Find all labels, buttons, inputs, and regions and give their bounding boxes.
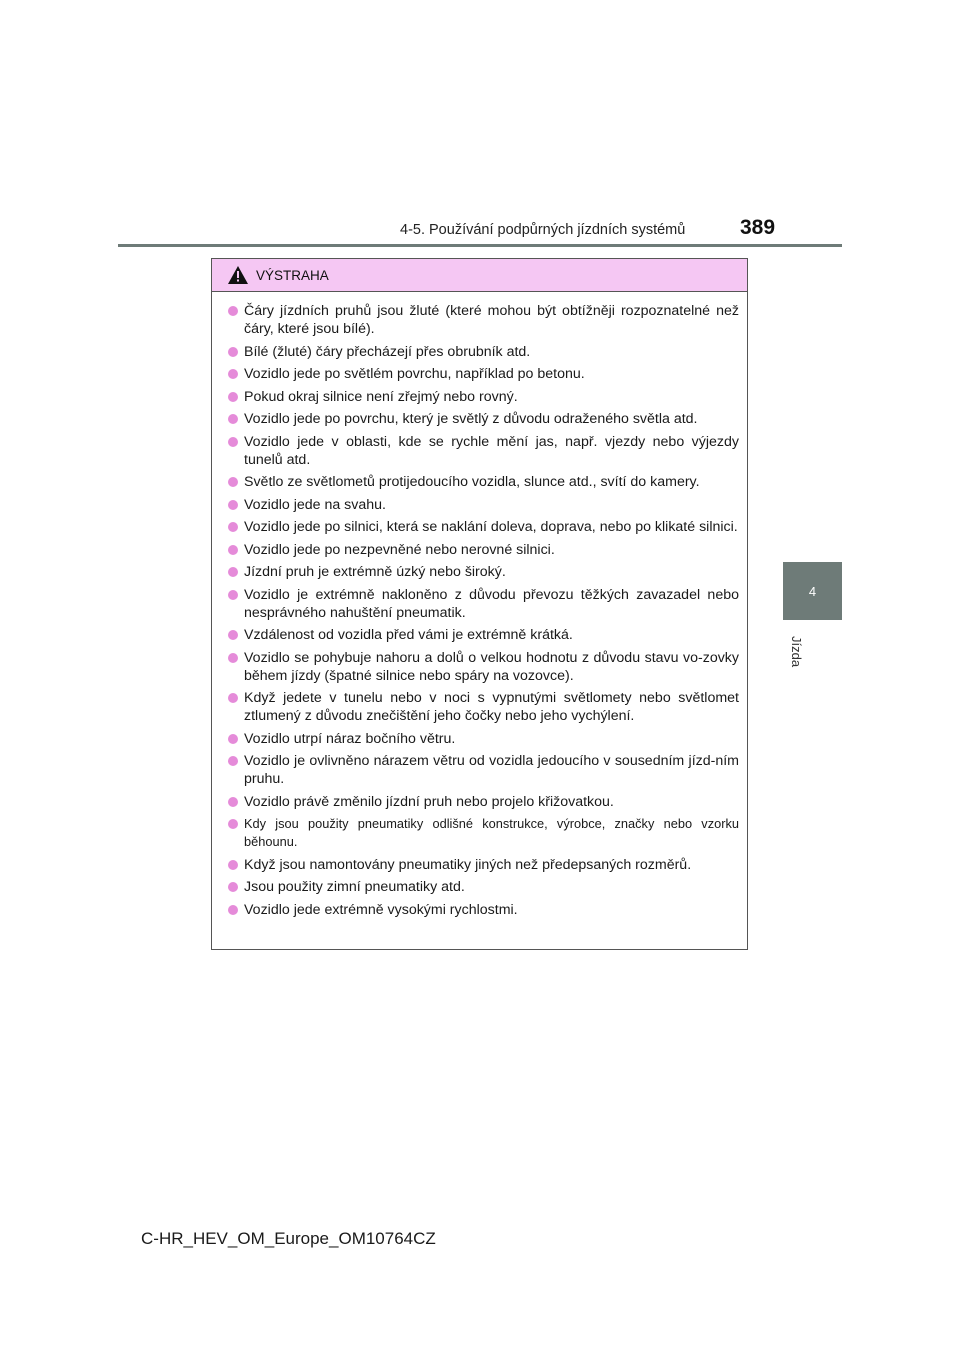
warning-item-text: Světlo ze světlometů protijedoucího vozidla, slunce atd., svítí do kamery. bbox=[244, 474, 700, 490]
warning-item-text: Vozidlo je extrémně nakloněno z důvodu převozu těžkých zavazadel nebo nesprávného nahuštění pneumatik. bbox=[244, 586, 739, 621]
bullet-icon bbox=[228, 734, 238, 744]
warning-item bbox=[228, 649, 739, 685]
section-title: 4-5. Používání podpůrných jízdních systémů bbox=[400, 222, 686, 238]
warning-item-text: Vzdálenost od vozidla před vámi je extrémně krátká. bbox=[244, 627, 573, 643]
bullet-icon bbox=[228, 522, 238, 532]
warning-item-text: Vozidlo jede v oblasti, kde se rychle mění jas, např. vjezdy nebo výjezdy tunelů atd. bbox=[244, 433, 739, 468]
warning-item bbox=[228, 518, 739, 536]
warning-item-text: Jízdní pruh je extrémně úzký nebo široký. bbox=[244, 564, 506, 580]
header-divider bbox=[118, 244, 842, 247]
warning-item bbox=[228, 563, 739, 581]
warning-item-text: Bílé (žluté) čáry přecházejí přes obrubník atd. bbox=[244, 343, 531, 360]
chapter-label-text: Jízda bbox=[789, 636, 804, 668]
warning-item-text: Vozidlo utrpí náraz bočního větru. bbox=[244, 730, 456, 747]
bullet-icon bbox=[228, 905, 238, 915]
chapter-number: 4 bbox=[808, 583, 817, 599]
bullet-icon bbox=[228, 797, 238, 807]
warning-item bbox=[228, 689, 739, 725]
bullet-icon bbox=[228, 500, 238, 510]
warning-item bbox=[228, 878, 739, 896]
bullet-icon bbox=[228, 414, 238, 424]
bullet-icon bbox=[228, 819, 238, 829]
warning-item-text: Vozidlo jede extrémně vysokými rychlostmi. bbox=[244, 901, 518, 918]
warning-list bbox=[212, 292, 747, 919]
warning-item bbox=[228, 815, 739, 851]
warning-item-text: Vozidlo jede po silnici, která se naklání doleva, doprava, nebo po klikaté silnici. bbox=[244, 519, 738, 535]
warning-item-text: Vozidlo jede na svahu. bbox=[244, 496, 386, 513]
chapter-label bbox=[790, 636, 835, 676]
bullet-icon bbox=[228, 545, 238, 555]
warning-item bbox=[228, 410, 739, 428]
warning-item-text: Vozidlo je ovlivněno nárazem větru od vozidla jedoucího v sousedním jízd-ním pruhu. bbox=[244, 753, 739, 787]
warning-item bbox=[228, 793, 739, 811]
warning-item bbox=[228, 388, 739, 406]
warning-item-text: Čáry jízdních pruhů jsou žluté (které mohou být obtížněji rozpoznatelné než čáry, které jsou bílé). bbox=[244, 303, 739, 337]
warning-item-text: Vozidlo jede po nezpevněné nebo nerovné silnici. bbox=[244, 541, 555, 558]
bullet-icon bbox=[228, 392, 238, 402]
warning-item-text: Pokud okraj silnice není zřejmý nebo rovný. bbox=[244, 388, 518, 405]
bullet-icon bbox=[228, 437, 238, 447]
warning-item bbox=[228, 752, 739, 788]
warning-item bbox=[228, 730, 739, 748]
warning-item bbox=[228, 473, 739, 491]
warning-item bbox=[228, 302, 739, 338]
warning-item-text: Vozidlo jede po světlém povrchu, například po betonu. bbox=[244, 366, 585, 382]
bullet-icon bbox=[228, 860, 238, 870]
bullet-icon bbox=[228, 477, 238, 487]
warning-item-text: Kdy jsou použity pneumatiky odlišné konstrukce, výrobce, značky nebo vzorku běhounu. bbox=[244, 816, 739, 849]
bullet-icon bbox=[228, 590, 238, 600]
bullet-icon bbox=[228, 882, 238, 892]
warning-item-text: Jsou použity zimní pneumatiky atd. bbox=[244, 879, 465, 895]
warning-item bbox=[228, 343, 739, 361]
warning-item-text: Když jedete v tunelu nebo v noci s vypnutými světlomety nebo světlomet ztlumený z důvodu znečištění jeho čočky nebo jeho vychýlení. bbox=[244, 690, 739, 724]
warning-title: VÝSTRAHA bbox=[256, 267, 329, 283]
warning-box bbox=[211, 258, 748, 950]
warning-item bbox=[228, 433, 739, 469]
bullet-icon bbox=[228, 567, 238, 577]
warning-item bbox=[228, 496, 739, 514]
warning-item bbox=[228, 541, 739, 559]
document-code: C-HR_HEV_OM_Europe_OM10764CZ bbox=[141, 1229, 436, 1248]
bullet-icon bbox=[228, 756, 238, 766]
bullet-icon bbox=[228, 630, 238, 640]
warning-header bbox=[212, 259, 747, 292]
page-number: 389 bbox=[740, 216, 776, 239]
warning-item-text: Když jsou namontovány pneumatiky jiných než předepsaných rozměrů. bbox=[244, 856, 692, 873]
bullet-icon bbox=[228, 369, 238, 379]
bullet-icon bbox=[228, 653, 238, 663]
warning-item-text: Vozidlo jede po povrchu, který je světlý z důvodu odraženého světla atd. bbox=[244, 411, 698, 427]
bullet-icon bbox=[228, 347, 238, 357]
warning-item-text: Vozidlo právě změnilo jízdní pruh nebo projelo křižovatkou. bbox=[244, 793, 614, 810]
warning-item bbox=[228, 856, 739, 874]
warning-item bbox=[228, 901, 739, 919]
warning-item-text: Vozidlo se pohybuje nahoru a dolů o velkou hodnotu z důvodu stavu vo-zovky během jízdy (špatné silnice nebo spáry na vozovce). bbox=[244, 649, 739, 684]
bullet-icon bbox=[228, 306, 238, 316]
warning-item bbox=[228, 626, 739, 644]
warning-item bbox=[228, 586, 739, 622]
chapter-tab[interactable] bbox=[783, 562, 842, 620]
bullet-icon bbox=[228, 693, 238, 703]
warning-triangle-icon bbox=[228, 266, 248, 284]
warning-item bbox=[228, 365, 739, 383]
